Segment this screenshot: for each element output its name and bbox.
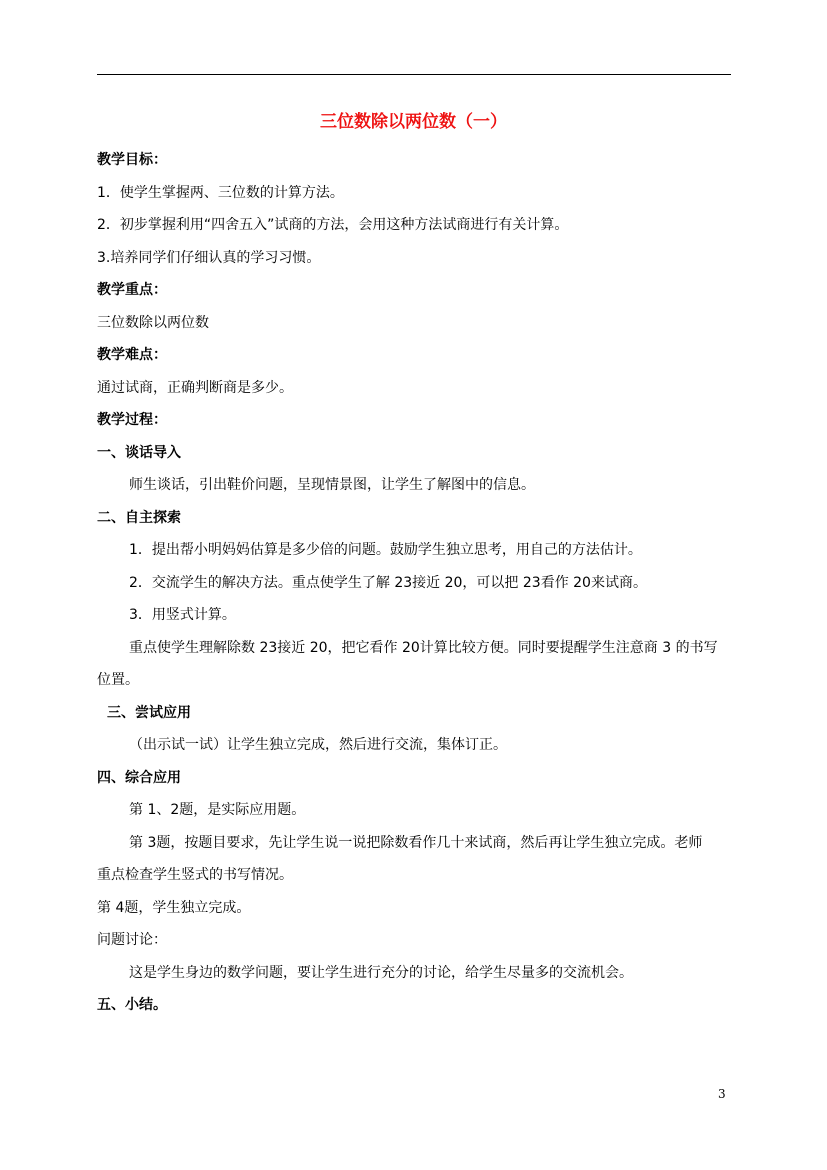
section-2-note-continued: 位置。 (97, 672, 139, 688)
objective-item: 3.培养同学们仔细认真的学习习惯。 (97, 250, 321, 266)
section-2-note: 重点使学生理解除数 23接近 20，把它看作 20计算比较方便。同时要提醒学生注意商 3 的书写 (129, 640, 718, 656)
section-4-heading: 四、综合应用 (97, 770, 181, 786)
section-2-item: 2．交流学生的解决方法。重点使学生了解 23接近 20，可以把 23看作 20来试商。 (129, 575, 647, 591)
discussion-text: 这是学生身边的数学问题，要让学生进行充分的讨论，给学生尽量多的交流机会。 (129, 965, 633, 981)
section-1-heading: 一、谈话导入 (97, 445, 181, 461)
key-point-text: 三位数除以两位数 (97, 315, 209, 331)
page-number: 3 (718, 1087, 726, 1101)
objective-item: 1．使学生掌握两、三位数的计算方法。 (97, 185, 344, 201)
objectives-heading: 教学目标： (97, 152, 167, 168)
section-3-text: （出示试一试）让学生独立完成，然后进行交流，集体订正。 (129, 737, 507, 753)
process-heading: 教学过程： (97, 412, 167, 428)
section-2-heading: 二、自主探索 (97, 510, 181, 526)
section-4-q3-continued: 重点检查学生竖式的书写情况。 (97, 867, 293, 883)
objective-item: 2．初步掌握利用“四舍五入”试商的方法，会用这种方法试商进行有关计算。 (97, 217, 569, 233)
section-4-q3: 第 3题，按题目要求，先让学生说一说把除数看作几十来试商，然后再让学生独立完成。老师 (129, 835, 703, 851)
difficulty-text: 通过试商，正确判断商是多少。 (97, 380, 293, 396)
discussion-label: 问题讨论： (97, 932, 167, 948)
section-4-q12: 第 1、2题，是实际应用题。 (129, 802, 306, 818)
section-1-text: 师生谈话，引出鞋价问题，呈现情景图，让学生了解图中的信息。 (129, 477, 535, 493)
header-rule (97, 74, 731, 75)
document-title: 三位数除以两位数（一） (320, 112, 507, 132)
difficulty-heading: 教学难点： (97, 347, 167, 363)
section-2-item: 1．提出帮小明妈妈估算是多少倍的问题。鼓励学生独立思考，用自己的方法估计。 (129, 542, 642, 558)
section-3-heading: 三、尝试应用 (107, 705, 191, 721)
key-point-heading: 教学重点： (97, 282, 167, 298)
section-4-q4: 第 4题，学生独立完成。 (97, 900, 251, 916)
section-5-heading: 五、小结。 (97, 997, 167, 1013)
section-2-item: 3．用竖式计算。 (129, 607, 236, 623)
